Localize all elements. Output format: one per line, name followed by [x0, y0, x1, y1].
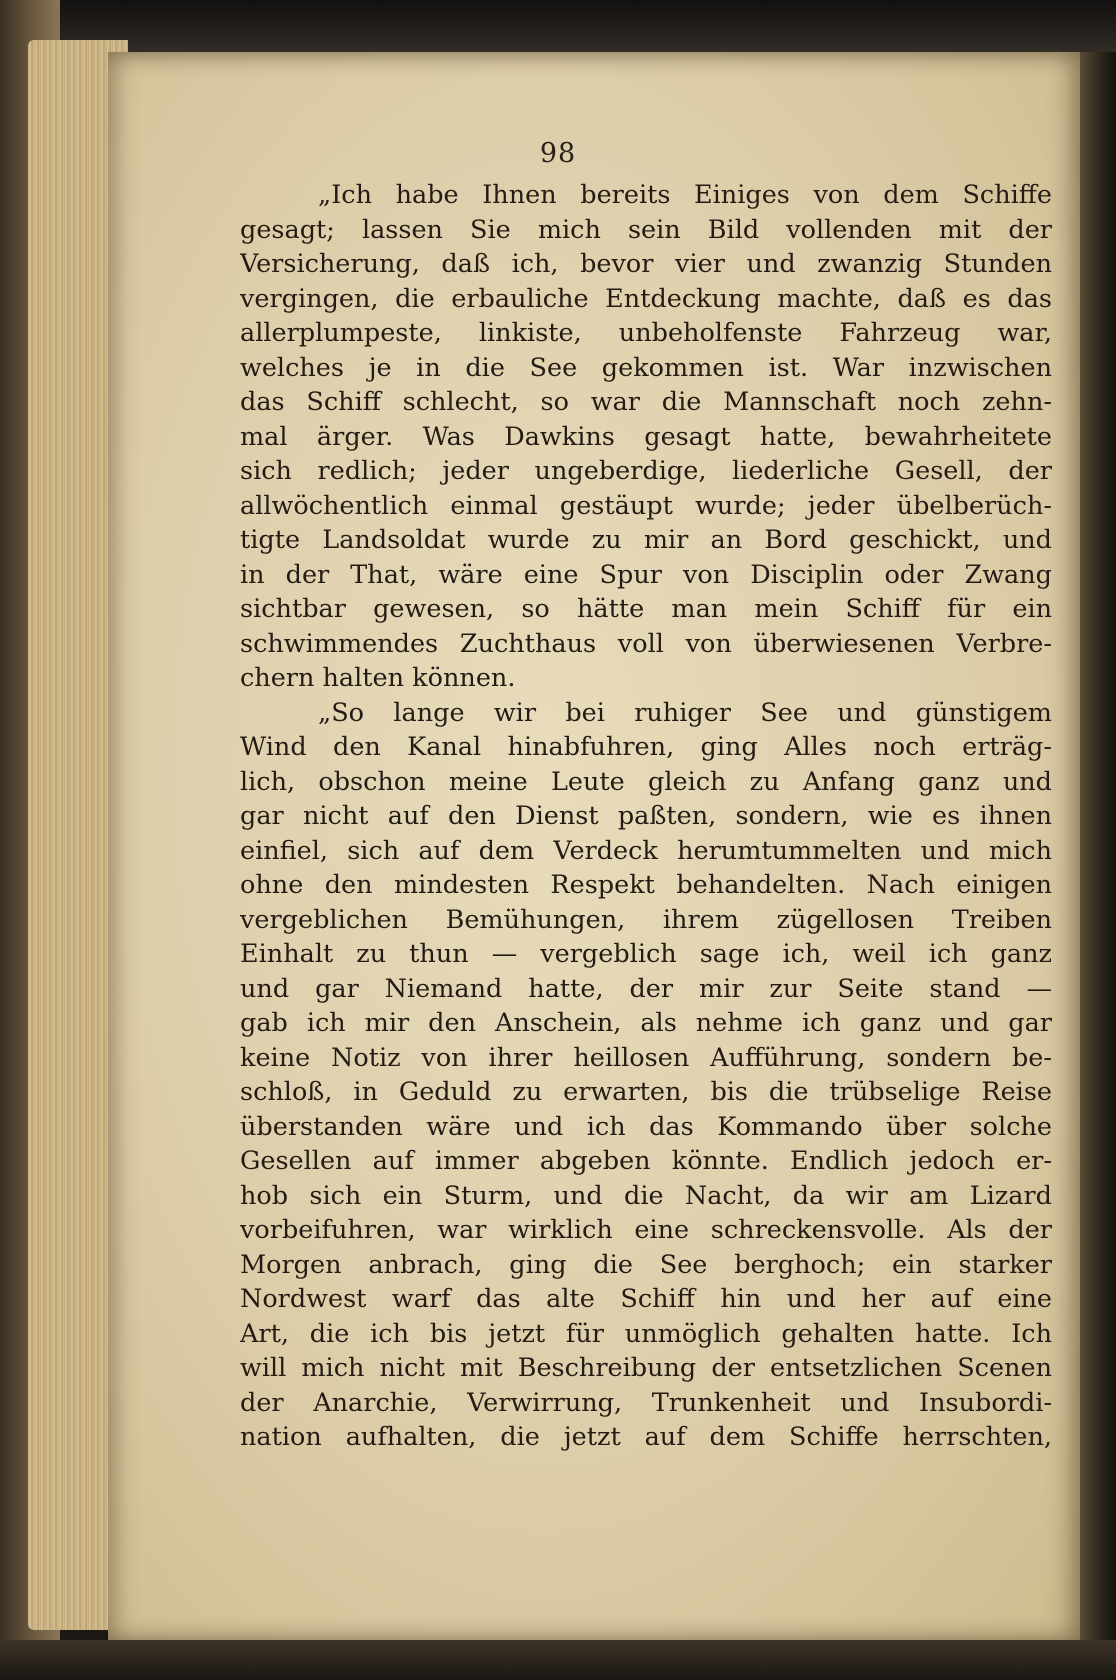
text-line: mal ärger. Was Dawkins gesagt hatte, bewahrheitete [240, 421, 1052, 452]
book-gutter-right [1080, 52, 1116, 1642]
body-text [240, 178, 1052, 1455]
text-line: gab ich mir den Anschein, als nehme ich ganz und gar [240, 1008, 1052, 1038]
text-line: Wind den Kanal hinabfuhren, ging Alles noch erträg- [240, 732, 1052, 762]
text-line: das Schiff schlecht, so war die Mannschaft noch zehn- [240, 387, 1052, 417]
text-line: „Ich habe Ihnen bereits Einiges von dem Schiffe [318, 180, 1052, 210]
text-line: einfiel, sich auf dem Verdeck herumtummelten und mich [240, 835, 1052, 866]
text-line: will mich nicht mit Beschreibung der entsetzlichen Scenen [240, 1353, 1052, 1383]
text-line: der Anarchie, Verwirrung, Trunkenheit und Insubordi- [240, 1387, 1052, 1418]
text-line: Versicherung, daß ich, bevor vier und zwanzig Stunden [240, 249, 1052, 279]
text-line: welches je in die See gekommen ist. War inzwischen [240, 352, 1052, 383]
text-line: vergeblichen Bemühungen, ihrem zügellosen Treiben [240, 904, 1052, 935]
text-line: allwöchentlich einmal gestäupt wurde; jeder übelberüch- [240, 490, 1052, 521]
text-line: chern halten können. [240, 663, 516, 693]
text-line: lich, obschon meine Leute gleich zu Anfang ganz und [240, 766, 1052, 797]
text-line: allerplumpeste, linkiste, unbeholfenste Fahrzeug war, [240, 318, 1052, 348]
text-line: nation aufhalten, die jetzt auf dem Schiffe herrschten, [240, 1422, 1052, 1452]
text-line: in der That, wäre eine Spur von Disciplin oder Zwang [240, 559, 1052, 590]
text-line: Morgen anbrach, ging die See berghoch; ein starker [240, 1249, 1052, 1280]
text-line: hob sich ein Sturm, und die Nacht, da wir am Lizard [240, 1180, 1052, 1211]
text-line: ohne den mindesten Respekt behandelten. Nach einigen [240, 870, 1052, 900]
book-bottom-edge [0, 1640, 1116, 1680]
text-line: vorbeifuhren, war wirklich eine schreckensvolle. Als der [240, 1215, 1052, 1245]
text-line: „So lange wir bei ruhiger See und günstigem [318, 697, 1052, 728]
book-cover-top-edge [0, 0, 1116, 60]
text-line: überstanden wäre und ich das Kommando über solche [240, 1111, 1052, 1142]
text-line: Nordwest warf das alte Schiff hin und her auf eine [240, 1284, 1052, 1314]
text-line: Gesellen auf immer abgeben könnte. Endlich jedoch er- [240, 1146, 1052, 1176]
text-line: Einhalt zu thun — vergeblich sage ich, weil ich ganz [240, 939, 1052, 969]
text-line: und gar Niemand hatte, der mir zur Seite stand — [240, 973, 1052, 1004]
page-number: 98 [539, 138, 577, 169]
text-line: Art, die ich bis jetzt für unmöglich gehalten hatte. Ich [240, 1318, 1052, 1349]
text-line: keine Notiz von ihrer heillosen Aufführung, sondern be- [240, 1042, 1052, 1073]
text-line: schwimmendes Zuchthaus voll von überwiesenen Verbre- [240, 628, 1052, 659]
text-line: gar nicht auf den Dienst paßten, sondern, wie es ihnen [240, 801, 1052, 831]
text-line: schloß, in Geduld zu erwarten, bis die trübselige Reise [240, 1077, 1052, 1107]
text-line: gesagt; lassen Sie mich sein Bild vollenden mit der [240, 214, 1052, 245]
text-line: sichtbar gewesen, so hätte man mein Schiff für ein [240, 594, 1052, 624]
text-line: sich redlich; jeder ungeberdige, liederliche Gesell, der [240, 456, 1052, 486]
text-line: vergingen, die erbauliche Entdeckung machte, daß es das [240, 283, 1052, 314]
text-line: tigte Landsoldat wurde zu mir an Bord geschickt, und [240, 525, 1052, 555]
